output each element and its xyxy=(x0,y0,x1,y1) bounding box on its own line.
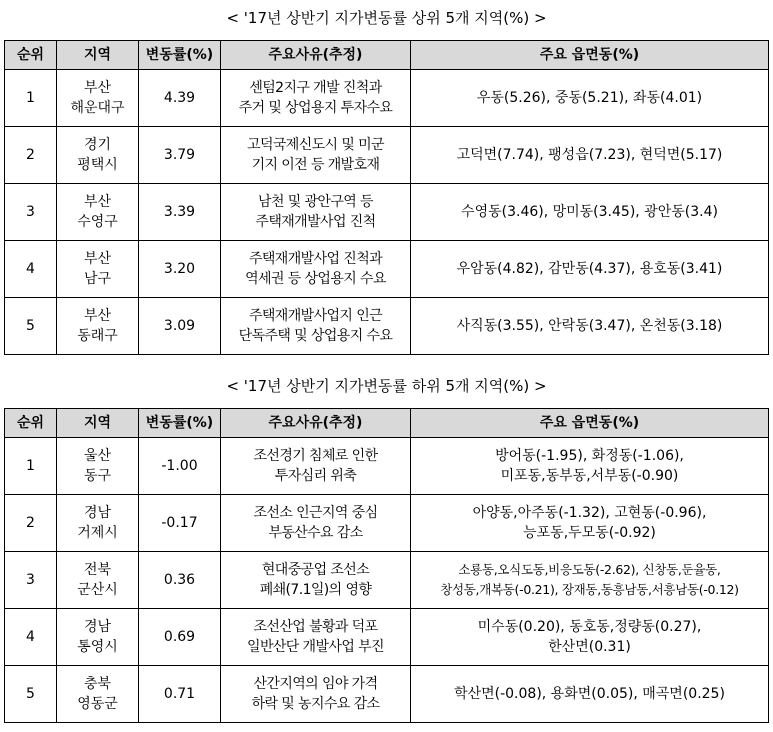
towns-cell xyxy=(411,127,769,184)
region-province: 충북 xyxy=(83,676,112,692)
table-row xyxy=(5,609,769,666)
towns-line-1: 고덕면(7.74), 팽성읍(7.23), 현덕면(5.17) xyxy=(456,147,723,163)
towns-cell xyxy=(411,438,769,495)
region-district: 영동군 xyxy=(77,696,118,712)
table-row xyxy=(5,666,769,723)
rank-value: 2 xyxy=(26,147,35,163)
region-district: 거제시 xyxy=(77,525,118,541)
towns-cell xyxy=(411,298,769,355)
header-reason: 주요사유(추정) xyxy=(221,409,411,438)
rank-cell xyxy=(5,70,57,127)
rate-value: 3.20 xyxy=(163,261,196,277)
towns-line-1: 미수동(0.20), 동호동,정량동(0.27), xyxy=(477,619,702,635)
region-cell xyxy=(57,609,139,666)
table-row xyxy=(5,438,769,495)
top-table-title: < '17년 상반기 지가변동률 상위 5개 지역(%) > xyxy=(226,9,547,27)
region-district: 평택시 xyxy=(77,157,118,173)
region-district: 해운대구 xyxy=(70,100,125,116)
reason-line-2: 부동산수요 감소 xyxy=(268,525,363,541)
region-district: 수영구 xyxy=(77,214,118,230)
towns-cell xyxy=(411,495,769,552)
reason-cell xyxy=(221,609,411,666)
reason-line-2: 일반산단 개발사업 부진 xyxy=(247,639,384,655)
rank-cell xyxy=(5,241,57,298)
region-province: 전북 xyxy=(83,562,112,578)
header-region: 지역 xyxy=(57,41,139,70)
region-cell xyxy=(57,495,139,552)
region-cell xyxy=(57,438,139,495)
rate-cell xyxy=(139,127,221,184)
reason-line-1: 고덕국제신도시 및 미군 xyxy=(247,137,384,153)
rate-cell xyxy=(139,666,221,723)
rank-value: 4 xyxy=(26,261,35,277)
bottom-regions-table xyxy=(4,408,769,723)
reason-line-1: 산간지역의 임야 가격 xyxy=(253,676,378,692)
reason-cell xyxy=(221,438,411,495)
reason-cell xyxy=(221,495,411,552)
table-row xyxy=(5,70,769,127)
region-district: 남구 xyxy=(83,271,112,287)
reason-line-2: 주거 및 상업용지 투자수요 xyxy=(238,100,393,116)
reason-cell xyxy=(221,666,411,723)
header-rate: 변동률(%) xyxy=(139,41,221,70)
rate-value: 3.39 xyxy=(163,204,196,220)
rank-value: 1 xyxy=(26,458,35,474)
rank-cell xyxy=(5,495,57,552)
rank-value: 1 xyxy=(26,90,35,106)
reason-cell xyxy=(221,241,411,298)
region-cell xyxy=(57,298,139,355)
towns-line-1: 사직동(3.55), 안락동(3.47), 온천동(3.18) xyxy=(456,318,723,334)
rate-value: -0.17 xyxy=(161,515,198,531)
rank-cell xyxy=(5,609,57,666)
rate-cell xyxy=(139,552,221,609)
table-row xyxy=(5,241,769,298)
towns-line-1: 우동(5.26), 중동(5.21), 좌동(4.01) xyxy=(476,90,703,106)
rate-value: 0.69 xyxy=(163,629,196,645)
header-towns: 주요 읍면동(%) xyxy=(411,41,769,70)
towns-line-2: 능포동,두모동(-0.92) xyxy=(523,525,656,541)
region-district: 군산시 xyxy=(77,582,118,598)
region-cell xyxy=(57,666,139,723)
towns-cell xyxy=(411,666,769,723)
reason-line-1: 조선경기 침체로 인한 xyxy=(253,448,378,464)
rate-value: 3.79 xyxy=(163,147,196,163)
rank-cell xyxy=(5,298,57,355)
region-province: 부산 xyxy=(83,80,112,96)
rate-value: 0.71 xyxy=(163,686,196,702)
rate-value: 0.36 xyxy=(163,572,196,588)
rate-cell xyxy=(139,438,221,495)
table-row xyxy=(5,495,769,552)
rate-cell xyxy=(139,241,221,298)
rate-cell xyxy=(139,298,221,355)
header-rate: 변동률(%) xyxy=(139,409,221,438)
region-province: 울산 xyxy=(83,448,112,464)
rank-cell xyxy=(5,127,57,184)
table-row xyxy=(5,298,769,355)
towns-cell xyxy=(411,552,769,609)
region-cell xyxy=(57,552,139,609)
region-province: 부산 xyxy=(83,251,112,267)
reason-cell xyxy=(221,184,411,241)
region-district: 통영시 xyxy=(77,639,118,655)
region-province: 경남 xyxy=(83,619,112,635)
region-cell xyxy=(57,241,139,298)
rank-cell xyxy=(5,552,57,609)
towns-cell xyxy=(411,184,769,241)
rank-cell xyxy=(5,666,57,723)
reason-line-1: 현대중공업 조선소 xyxy=(261,562,370,578)
reason-line-2: 단독주택 및 상업용지 수요 xyxy=(238,328,393,344)
rate-cell xyxy=(139,184,221,241)
towns-line-2: 미포동,동부동,서부동(-0.90) xyxy=(500,468,679,484)
table-row xyxy=(5,552,769,609)
region-cell xyxy=(57,184,139,241)
rank-cell xyxy=(5,184,57,241)
table-header-row xyxy=(5,409,769,438)
region-cell xyxy=(57,70,139,127)
header-rank: 순위 xyxy=(5,41,57,70)
towns-line-1: 수영동(3.46), 망미동(3.45), 광안동(3.4) xyxy=(461,204,718,220)
region-province: 부산 xyxy=(83,194,112,210)
header-reason: 주요사유(추정) xyxy=(221,41,411,70)
reason-line-2: 역세권 등 상업용지 수요 xyxy=(245,271,386,287)
reason-line-1: 조선소 인근지역 중심 xyxy=(253,505,378,521)
reason-line-1: 주택재개발사업 진척과 xyxy=(248,251,383,267)
table-row xyxy=(5,184,769,241)
rank-value: 3 xyxy=(26,204,35,220)
reason-cell xyxy=(221,70,411,127)
towns-line-1: 아양동,아주동(-1.32), 고현동(-0.96), xyxy=(472,505,707,521)
table-row xyxy=(5,127,769,184)
towns-line-1: 소룡동,오식도동,비응도동(-2.62), 신창동,둔율동, xyxy=(458,562,721,577)
rank-value: 3 xyxy=(26,572,35,588)
towns-cell xyxy=(411,70,769,127)
reason-line-2: 하락 및 농지수요 감소 xyxy=(251,696,380,712)
towns-line-1: 우암동(4.82), 감만동(4.37), 용호동(3.41) xyxy=(456,261,723,277)
top-regions-table xyxy=(4,40,769,355)
reason-line-1: 조선산업 불황과 덕포 xyxy=(253,619,378,635)
rank-cell xyxy=(5,438,57,495)
rank-value: 2 xyxy=(26,515,35,531)
towns-cell xyxy=(411,241,769,298)
region-cell xyxy=(57,127,139,184)
rate-cell xyxy=(139,609,221,666)
header-towns: 주요 읍면동(%) xyxy=(411,409,769,438)
rate-cell xyxy=(139,495,221,552)
reason-line-2: 투자심리 위축 xyxy=(274,468,357,484)
region-district: 동래구 xyxy=(77,328,118,344)
towns-line-1: 방어동(-1.95), 화정동(-1.06), xyxy=(495,448,684,464)
region-province: 부산 xyxy=(83,308,112,324)
bottom-table-title: < '17년 상반기 지가변동률 하위 5개 지역(%) > xyxy=(226,377,547,395)
header-region: 지역 xyxy=(57,409,139,438)
reason-line-2: 폐쇄(7.1일)의 영향 xyxy=(259,582,372,598)
table-header-row xyxy=(5,41,769,70)
reason-line-1: 남천 및 광안구역 등 xyxy=(258,194,373,210)
reason-line-2: 기지 이전 등 개발호재 xyxy=(251,157,380,173)
reason-line-2: 주택재개발사업 진척 xyxy=(255,214,376,230)
rate-cell xyxy=(139,70,221,127)
region-district: 동구 xyxy=(83,468,112,484)
rank-value: 5 xyxy=(26,318,35,334)
reason-cell xyxy=(221,127,411,184)
towns-line-2: 한산면(0.31) xyxy=(548,639,631,655)
reason-line-1: 센텀2지구 개발 진척과 xyxy=(249,80,382,96)
rate-value: -1.00 xyxy=(161,458,198,474)
rank-value: 4 xyxy=(26,629,35,645)
towns-cell xyxy=(411,609,769,666)
header-rank: 순위 xyxy=(5,409,57,438)
rate-value: 4.39 xyxy=(163,90,196,106)
reason-line-1: 주택재개발사업지 인근 xyxy=(248,308,383,324)
rank-value: 5 xyxy=(26,686,35,702)
towns-line-1: 학산면(-0.08), 용화면(0.05), 매곡면(0.25) xyxy=(454,686,725,702)
towns-line-2: 창성동,개복동(-0.21), 장재동,동흥남동,서흥남동(-0.12) xyxy=(440,582,739,597)
reason-cell xyxy=(221,298,411,355)
reason-cell xyxy=(221,552,411,609)
region-province: 경기 xyxy=(83,137,112,153)
rate-value: 3.09 xyxy=(163,318,196,334)
region-province: 경남 xyxy=(83,505,112,521)
